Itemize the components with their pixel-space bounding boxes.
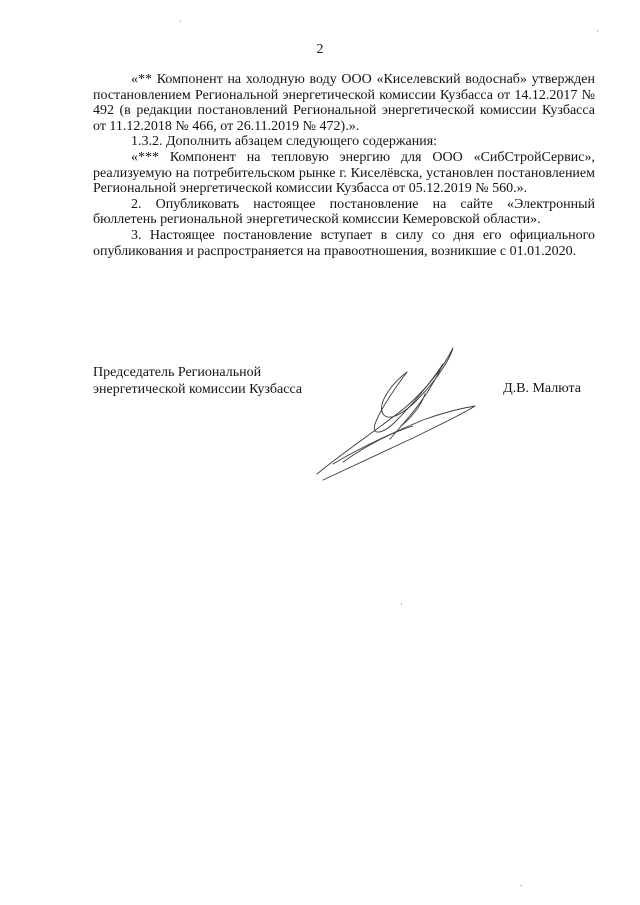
paragraph-item-1-3-2: 1.3.2. Дополнить абзацем следующего содержания:	[131, 134, 438, 150]
handwritten-signature-icon	[303, 334, 483, 484]
paragraph-cold-water-component: «** Компонент на холодную воду ООО «Киселевский водоснаб» утвержден постановлением Региональной энергетической комиссии Кузбасса от 14.12.2017 № 492 (в редакции постановлений Региональной энергетической комиссии Кузбасса от 11.12.2018 № 466, от 26.11.2019 № 472).».	[93, 72, 595, 134]
signatory-title-line-1: Председатель Региональной	[93, 365, 262, 380]
paragraph-heat-energy-component: «*** Компонент на тепловую энергию для ООО «СибСтройСервис», реализуемую на потребительском рынке г. Киселёвска, установлен постановлением Региональной энергетической комиссии Кузбасса от 05.12.2019 № 560.».	[93, 149, 595, 197]
signatory-name: Д.В. Малюта	[503, 381, 581, 396]
document-body	[93, 72, 595, 259]
page-number: 2	[316, 42, 324, 57]
scan-speck	[520, 885, 522, 886]
scan-speck	[597, 30, 598, 32]
scan-speck	[180, 20, 181, 22]
paragraph-item-2-publish: 2. Опубликовать настоящее постановление на сайте «Электронный бюллетень региональной энергетической комиссии Кемеровской области».	[93, 196, 595, 228]
signatory-title	[93, 364, 302, 398]
signature-block	[93, 364, 595, 504]
signatory-title-line-2: энергетической комиссии Кузбасса	[93, 382, 303, 397]
paragraph-item-3-effective: 3. Настоящее постановление вступает в силу со дня его официального опубликования и распространяется на правоотношения, возникшие с 01.01.2020.	[93, 227, 595, 259]
scan-speck	[401, 603, 402, 605]
